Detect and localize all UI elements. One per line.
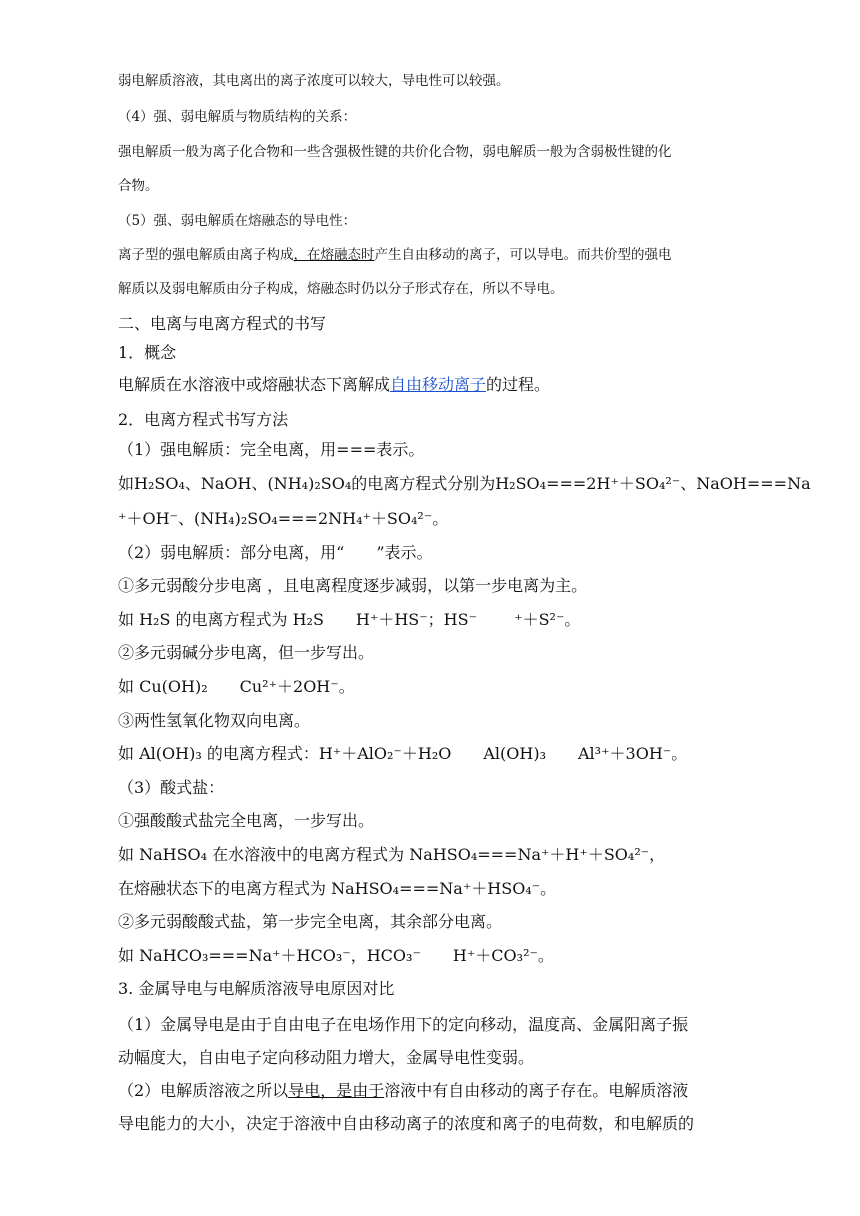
text-segment: 的过程。	[486, 375, 551, 394]
subsection-heading: 1．概念	[118, 343, 177, 362]
text-segment: 离子型的强电解质由离子构成	[118, 247, 294, 263]
text-line: （2）弱电解质：部分电离，用“ ”表示。	[118, 543, 433, 562]
subheading-5: （5）强、弱电解质在熔融态的导电性：	[118, 213, 357, 229]
text-line: 动幅度大，自由电子定向移动阻力增大，金属导电性变弱。	[118, 1048, 535, 1067]
text-line: ③两性氢氧化物双向电离。	[118, 711, 311, 730]
text-line: （1）金属导电是由于自由电子在电场作用下的定向移动，温度高、金属阳离子振	[118, 1015, 689, 1034]
text-line: 导电能力的大小，决定于溶液中自由移动离子的浓度和离子的电荷数，和电解质的	[118, 1114, 695, 1133]
subsection-heading: 2．电离方程式书写方法	[118, 410, 289, 429]
text-line: 强电解质一般为离子化合物和一些含强极性键的共价化合物，弱电解质一般为含弱极性键的化	[118, 144, 672, 160]
text-line: ②多元弱酸酸式盐，第一步完全电离，其余部分电离。	[118, 912, 503, 931]
hyperlink[interactable]: 自由移动离子	[390, 375, 487, 394]
subheading-4: （4）强、弱电解质与物质结构的关系：	[118, 109, 357, 125]
text-line	[118, 377, 550, 393]
section-heading: 二、电离与电离方程式的书写	[118, 314, 327, 333]
equation-line: 如 NaHSO₄ 在水溶液中的电离方程式为 NaHSO₄===Na⁺＋H⁺＋SO₄²⁻，	[118, 845, 666, 864]
equation-line: 如 NaHCO₃===Na⁺＋HCO₃⁻，HCO₃⁻ H⁺＋CO₃²⁻。	[118, 946, 554, 965]
subsection-heading: 3. 金属导电与电解质溶液导电原因对比	[118, 979, 395, 998]
text-segment: （2）电解质溶液之所以	[118, 1081, 289, 1100]
equation-line: 如H₂SO₄、NaOH、(NH₄)₂SO₄的电离方程式分别为H₂SO₄===2H⁺＋SO₄²⁻、NaOH===Na	[118, 474, 811, 493]
text-segment: 溶液中有自由移动的离子存在。电解质溶液	[384, 1081, 689, 1100]
equation-line: 在熔融状态下的电离方程式为 NaHSO₄===Na⁺＋HSO₄⁻。	[118, 879, 557, 898]
text-line: 合物。	[118, 178, 159, 194]
equation-line: 如 Cu(OH)₂ Cu²⁺＋2OH⁻。	[118, 677, 355, 696]
equation-line: ⁺＋OH⁻、(NH₄)₂SO₄===2NH₄⁺＋SO₄²⁻。	[118, 509, 449, 528]
text-line: 弱电解质溶液，其电离出的离子浓度可以较大，导电性可以较强。	[118, 73, 510, 89]
underlined-text: ，在熔融态时	[293, 247, 375, 263]
underlined-text: 导电，是由于	[288, 1081, 385, 1100]
text-line: ①多元弱酸分步电离 ，且电离程度逐步减弱，以第一步电离为主。	[118, 576, 588, 595]
text-line: 解质以及弱电解质由分子构成，熔融态时仍以分子形式存在，所以不导电。	[118, 281, 564, 297]
equation-line: 如 Al(OH)₃ 的电离方程式：H⁺＋AlO₂⁻＋H₂O Al(OH)₃ Al³⁺＋3OH⁻。	[118, 744, 688, 763]
text-line	[118, 249, 672, 263]
text-line: （1）强电解质：完全电离，用===表示。	[118, 440, 425, 459]
text-line: （3）酸式盐：	[118, 778, 225, 797]
text-segment: 电解质在水溶液中或熔融状态下离解成	[118, 375, 391, 394]
text-line: ②多元弱碱分步电离，但一步写出。	[118, 643, 375, 662]
text-line	[118, 1083, 688, 1099]
text-segment: 产生自由移动的离子，可以导电。而共价型的强电	[374, 247, 672, 263]
text-line: ①强酸酸式盐完全电离，一步写出。	[118, 811, 375, 830]
equation-line: 如 H₂S 的电离方程式为 H₂S H⁺＋HS⁻；HS⁻ ⁺＋S²⁻。	[118, 610, 581, 629]
